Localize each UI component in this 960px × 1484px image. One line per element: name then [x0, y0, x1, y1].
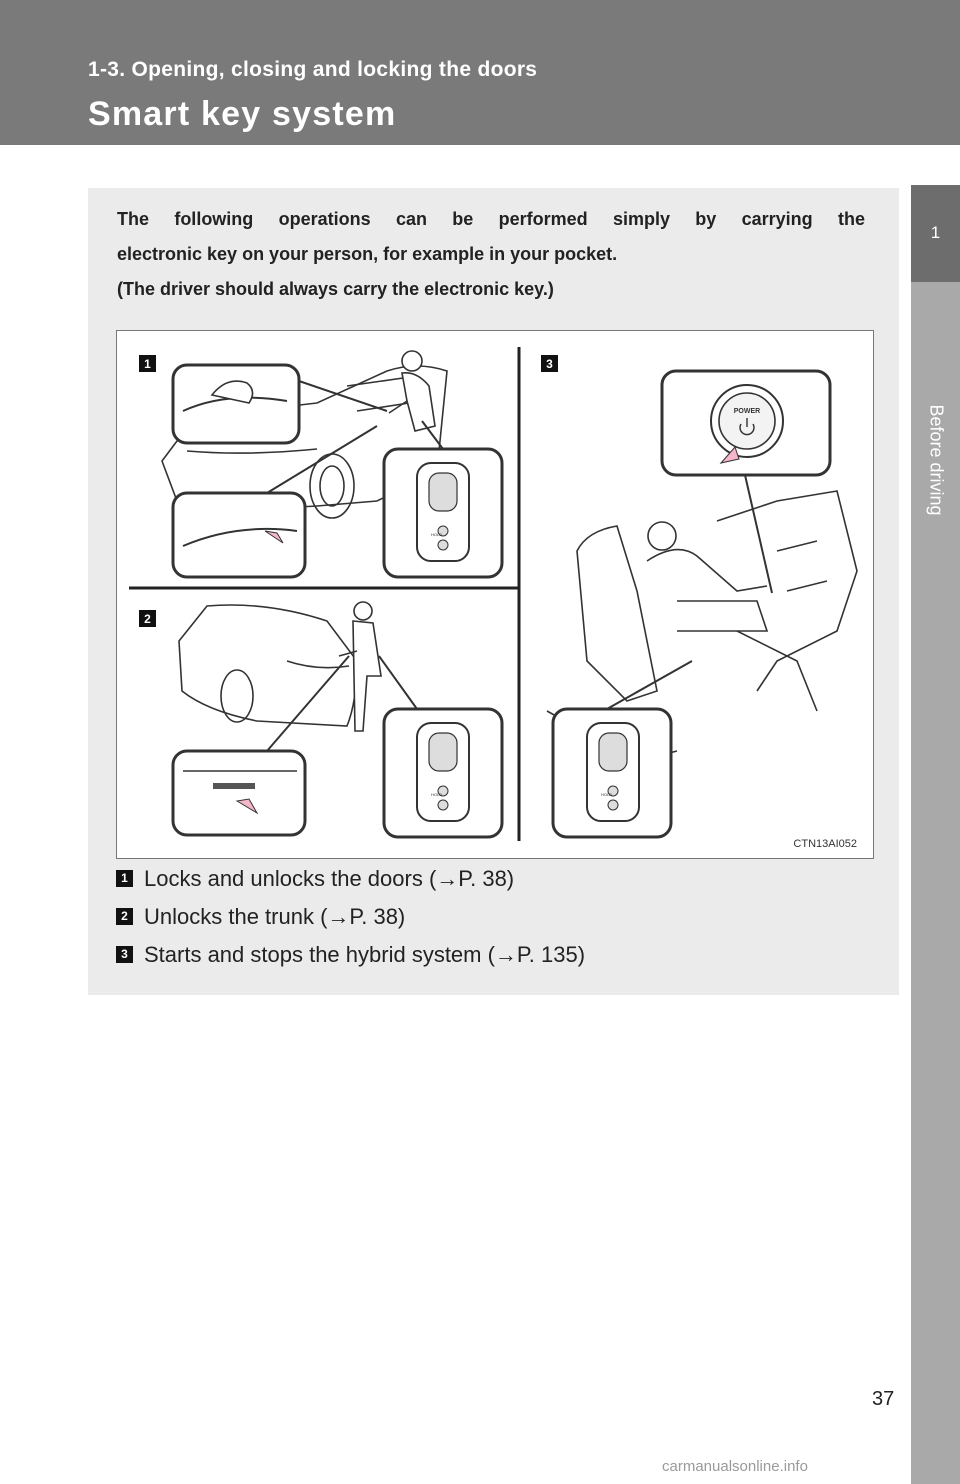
- chapter-tab-label: Before driving: [926, 404, 947, 516]
- chapter-header: [0, 0, 960, 145]
- key-callout-3: [553, 661, 692, 837]
- page-number: 37: [872, 1388, 895, 1410]
- badge-2: [139, 610, 156, 627]
- legend-text-3[interactable]: Starts and stops the hybrid system (→P. 135): [144, 942, 586, 967]
- legend-badge-2: 2: [116, 908, 133, 925]
- svg-text:HOLD: HOLD: [601, 792, 613, 797]
- intro-text: [117, 202, 865, 307]
- watermark: carmanualsonline.info: [662, 1458, 808, 1475]
- chapter-tab[interactable]: [911, 185, 960, 282]
- intro-line-1: The following operations can be performed simply by carrying the: [117, 209, 865, 229]
- legend-badge-1: 1: [116, 870, 133, 887]
- door-handle-callout-top: [173, 365, 387, 443]
- key-callout-1: [384, 421, 502, 577]
- svg-text:HOLD: HOLD: [431, 792, 443, 797]
- svg-text:1: 1: [144, 357, 151, 371]
- intro-line-3: (The driver should always carry the electronic key.): [117, 279, 554, 299]
- legend-badge-3: 3: [116, 946, 133, 963]
- car-rear-drawing: [179, 605, 357, 726]
- illustration-code: CTN13AI052: [793, 838, 857, 850]
- door-handle-callout-bottom: [173, 426, 377, 577]
- badge-3: [541, 355, 558, 372]
- key-callout-2: [379, 656, 502, 837]
- legend-text-2[interactable]: Unlocks the trunk (→P. 38): [144, 904, 406, 929]
- svg-text:3: 3: [546, 357, 553, 371]
- badge-1: [139, 355, 156, 372]
- svg-text:HOLD: HOLD: [431, 532, 443, 537]
- intro-line-2: electronic key on your person, for example in your pocket.: [117, 244, 618, 264]
- legend-text-1[interactable]: Locks and unlocks the doors (→P. 38): [144, 866, 515, 891]
- svg-text:2: 2: [144, 612, 151, 626]
- chapter-tab-number: 1: [930, 223, 941, 242]
- illustration: [116, 330, 874, 859]
- power-switch-callout: [662, 371, 830, 593]
- trunk-button-callout: [173, 656, 349, 835]
- section-title: 1-3. Opening, closing and locking the doors: [88, 58, 538, 81]
- power-label: POWER: [733, 408, 761, 415]
- page-title: Smart key system: [88, 95, 397, 133]
- person-at-door: [389, 351, 435, 431]
